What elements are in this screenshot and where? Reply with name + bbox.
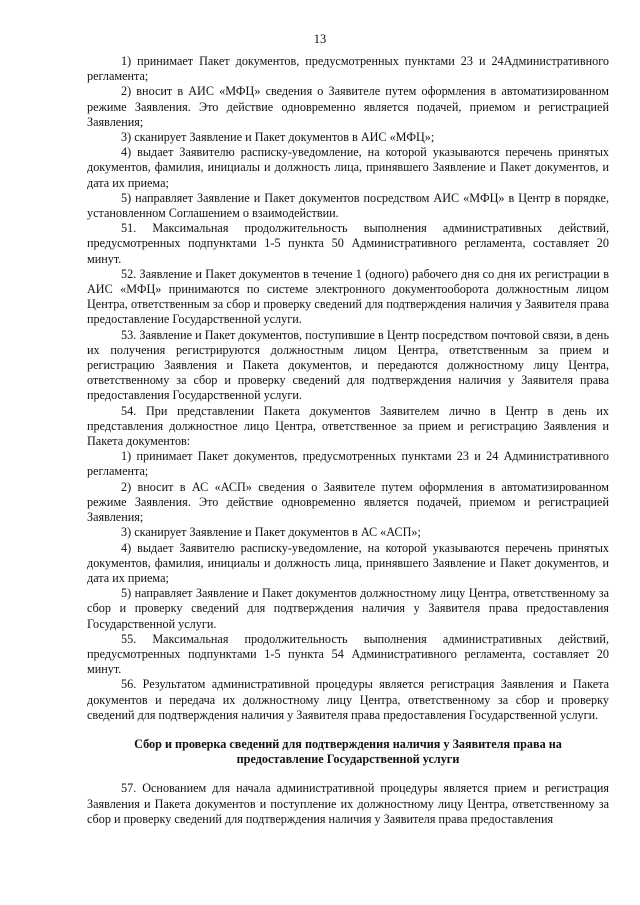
paragraph: 1) принимает Пакет документов, предусмотренных пунктами 23 и 24 Административного регламента;	[87, 449, 609, 479]
paragraph: 5) направляет Заявление и Пакет документов посредством АИС «МФЦ» в Центр в порядке, установленном Соглашением о взаимодействии.	[87, 190, 609, 221]
paragraph: 3) сканирует Заявление и Пакет документов в АИС «МФЦ»;	[121, 130, 435, 145]
paragraph: 53. Заявление и Пакет документов, поступившие в Центр посредством почтовой связи, в день их получения регистрируются должностным лицом Центра, ответственным за прием и регистрацию Заявления и Пакета документов, и передаются должностному лицу Центра, ответственному за сбор и проверку сведений для подтверждения наличия у Заявителя права предоставления Государственной услуги.	[87, 327, 609, 403]
document-body	[87, 54, 609, 827]
paragraph: 5) направляет Заявление и Пакет документов должностному лицу Центра, ответственному за сбор и проверку сведений для подтверждения наличия у Заявителя права предоставления Государственной услуги.	[87, 586, 609, 631]
paragraph: 57. Основанием для начала административной процедуры является прием и регистрация Заявления и Пакета документов и поступление их должностному лицу Центра, ответственному за сбор и проверку сведений для подтверждения наличия у Заявителя права предоставления	[87, 781, 609, 826]
paragraph: 1) принимает Пакет документов, предусмотренных пунктами 23 и 24Административного регламента;	[87, 54, 609, 84]
paragraph: 4) выдает Заявителю расписку-уведомление, на которой указываются перечень принятых документов, фамилия, инициалы и должность лица, принявшего Заявление и Пакет документов, и дата их приема;	[87, 145, 609, 190]
section-heading-line: предоставление Государственной услуги	[236, 752, 460, 767]
paragraph: 4) выдает Заявителю расписку-уведомление, на которой указываются перечень принятых документов, фамилия, инициалы и должность лица, принявшего Заявление и Пакет документов, и дата их приема;	[87, 540, 609, 585]
paragraph: 3) сканирует Заявление и Пакет документов в АС «АСП»;	[121, 525, 421, 540]
paragraph: 52. Заявление и Пакет документов в течение 1 (одного) рабочего дня со дня их регистрации в АИС «МФЦ» принимаются по системе электронного документооборота должностным лицом Центра, ответственным за сбор и проверку сведений для подтверждения наличия у Заявителя права предоставление Государственной услуги.	[87, 266, 609, 327]
paragraph: 55. Максимальная продолжительность выполнения административных действий, предусмотренных подпунктами 1-5 пункта 54 Административного регламента, составляет 20 минут.	[87, 631, 609, 677]
section-heading-line: Сбор и проверка сведений для подтверждения наличия у Заявителя права на	[134, 736, 562, 751]
paragraph: 2) вносит в АС «АСП» сведения о Заявителе путем оформления в автоматизированном режиме Заявления. Это действие одновременно является подачей, приемом и регистрацией Заявления;	[87, 479, 609, 525]
paragraph: 54. При представлении Пакета документов Заявителем лично в Центр в день их представления должностное лицо Центра, ответственное за прием и регистрацию Заявления и Пакета документов:	[87, 403, 609, 449]
section-heading	[87, 737, 609, 767]
page-number: 13	[313, 32, 327, 46]
paragraph: 2) вносит в АИС «МФЦ» сведения о Заявителе путем оформления в автоматизированном режиме Заявления. Это действие одновременно является подачей, приемом и регистрацией Заявления;	[87, 84, 609, 129]
paragraph: 56. Результатом административной процедуры является регистрация Заявления и Пакета документов и передача их должностному лицу Центра, ответственному за сбор и проверку сведений для подтверждения наличия у Заявителя права предоставления Государственной услуги.	[87, 677, 609, 722]
paragraph: 51. Максимальная продолжительность выполнения административных действий, предусмотренных подпунктами 1-5 пункта 50 Административного регламента, составляет 20 минут.	[87, 221, 609, 266]
